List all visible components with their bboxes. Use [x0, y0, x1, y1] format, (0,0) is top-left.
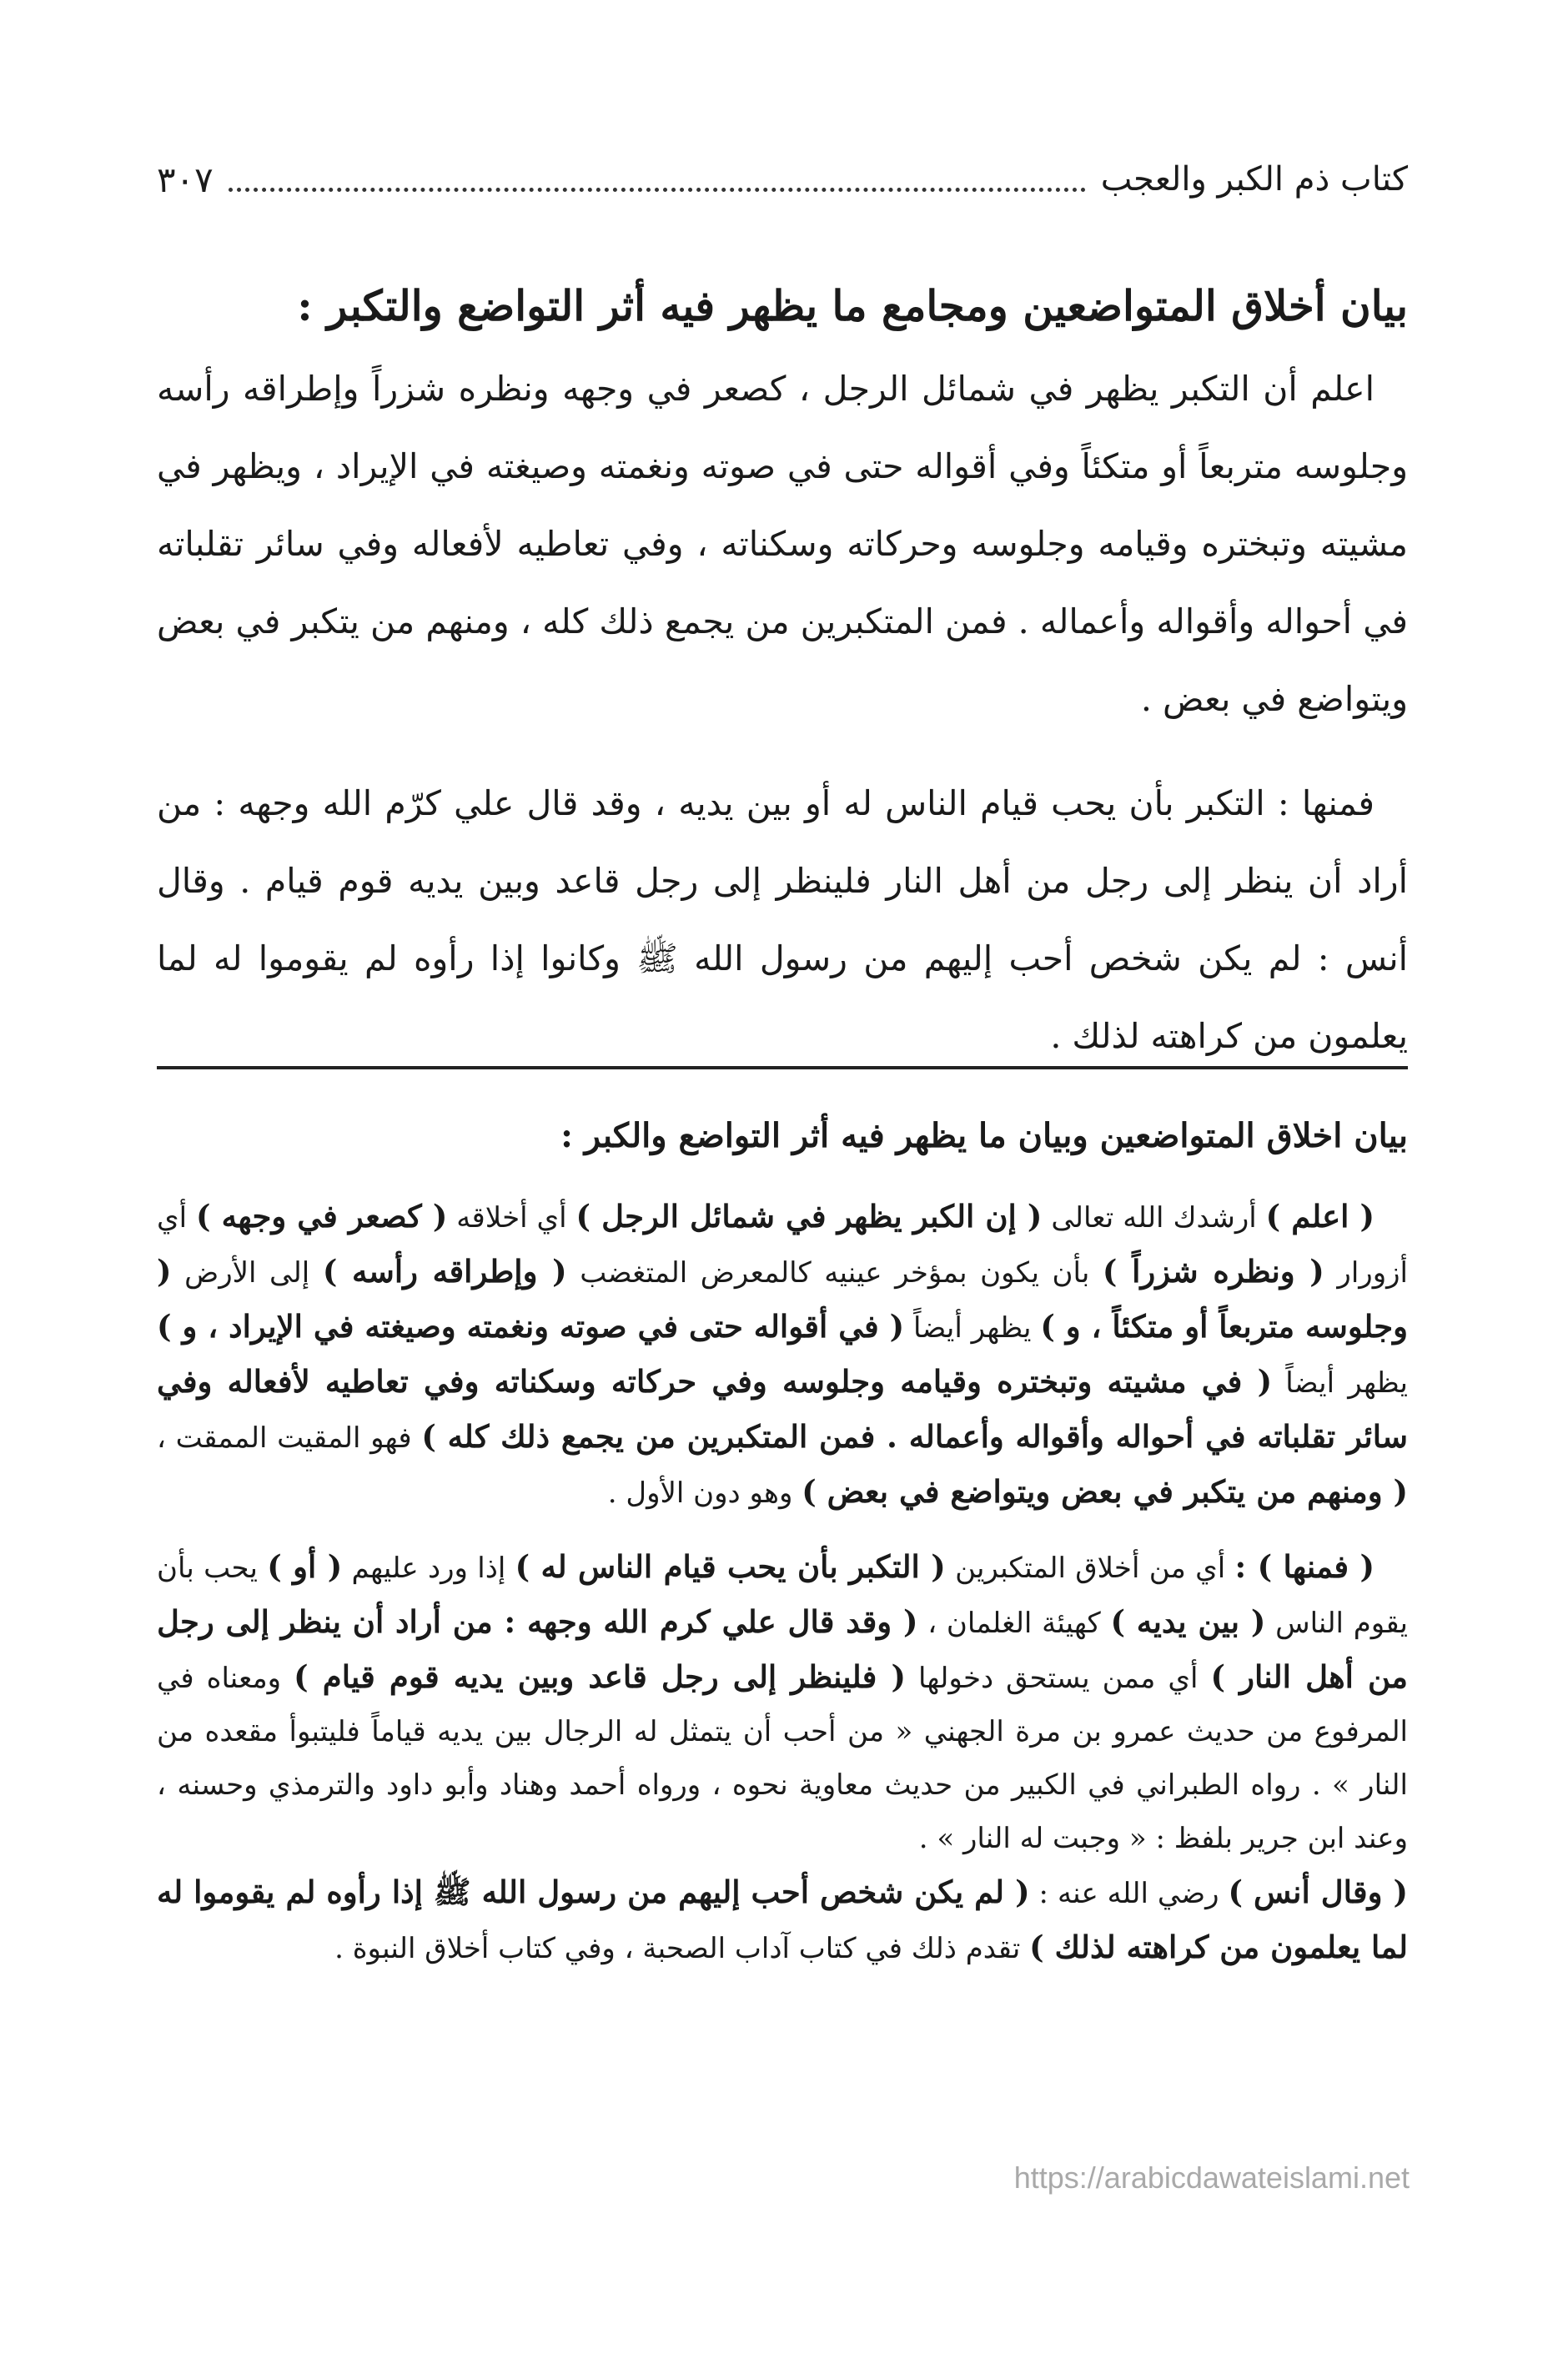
quoted-source-text: ( إن الكبر يظهر في شمائل الرجل ) — [575, 1198, 1043, 1235]
quoted-source-text: ( فلينظر إلى رجل قاعد وبين يديه قوم قيام ) — [294, 1658, 906, 1695]
commentary-text-run: رضي الله عنه : — [1029, 1877, 1229, 1910]
quoted-source-text: ( لم يكن شخص أحب إليهم من رسول الله ﷺ إذا رأوه لم يقوموا له لما يعلمون من كراهته لذلك ) — [157, 1874, 1408, 1965]
page-number: ٣٠٧ — [157, 158, 214, 200]
watermark-url: https://arabicdawateislami.net — [1013, 2160, 1410, 2195]
commentary-text-run: أي من أخلاق المتكبرين — [945, 1552, 1235, 1585]
commentary-text-run: إلى الأرض — [171, 1256, 323, 1290]
commentary-heading: بيان اخلاق المتواضعين وبيان ما يظهر فيه أثر التواضع والكبر : — [560, 1116, 1408, 1155]
quoted-source-text: ( بين يديه ) — [1110, 1603, 1266, 1640]
commentary-text-run: أي أخلاقه — [447, 1201, 576, 1235]
quoted-source-text: ( التكبر بأن يحب قيام الناس له ) — [515, 1548, 946, 1585]
commentary-text — [157, 1103, 1408, 1975]
commentary-paragraph-2 — [157, 1540, 1408, 1865]
main-paragraph-1: اعلم أن التكبر يظهر في شمائل الرجل ، كصعر في وجهه ونظره شزراً وإطراقه رأسه وجلوسه متربعاً أو متكئاً وفي أقواله حتى في صوته ونغمته وصيغته في الإيراد ، ويظهر في مشيته وتبختره وقيامه وجلوسه وحركاته وسكناته ، وفي تعاطيه لأفعاله وفي سائر تقلباته في أحواله وأقواله وأعماله . فمن المتكبرين من يجمع ذلك كله ، ومنهم من يتكبر في بعض ويتواضع في بعض . — [157, 369, 1408, 719]
commentary-paragraph-3 — [157, 1865, 1408, 1975]
main-paragraph-2: فمنها : التكبر بأن يحب قيام الناس له أو بين يديه ، وقد قال علي كرّم الله وجهه : من أراد أن ينظر إلى رجل من أهل النار فلينظر إلى رجل قاعد وبين يديه قوم قيام . وقال أنس : لم يكن شخص أحب إليهم من رسول الله ﷺ وكانوا إذا رأوه لم يقوموا له لما يعلمون من كراهته لذلك . — [157, 783, 1408, 1056]
quoted-source-text: ( وقال أنس ) — [1228, 1874, 1409, 1910]
main-heading: بيان أخلاق المتواضعين ومجامع ما يظهر فيه أثر التواضع والتكبر : — [297, 281, 1408, 330]
running-header — [157, 150, 1408, 209]
quoted-source-text: ( في مشيته وتبختره وقيامه وجلوسه وفي حركاته وسكناته وفي تعاطيه لأفعاله وفي سائر تقلباته في أحواله وأقواله وأعماله . فمن المتكبرين من يجمع ذلك كله ) — [157, 1363, 1408, 1455]
quoted-source-text: ( وإطراقه رأسه ) — [322, 1253, 567, 1290]
quoted-source-text: ( كصعر في وجهه ) — [196, 1198, 448, 1235]
commentary-text-run: تقدم ذلك في كتاب آداب الصحبة ، وفي كتاب أخلاق النبوة . — [334, 1932, 1030, 1965]
divider-rule — [157, 1066, 1408, 1069]
commentary-text-run: يحب بأن يقوم الناس — [157, 1552, 1409, 1640]
commentary-text-run: أرشدك الله تعالى — [1042, 1201, 1266, 1235]
commentary-text-run: يظهر أيضاً — [1272, 1366, 1408, 1400]
quoted-source-text: ( اعلم ) — [1265, 1198, 1375, 1235]
quoted-source-text: ( وجلوسه متربعاً أو متكئاً ، و ) — [157, 1253, 1408, 1345]
commentary-text-run: أي أزورار — [157, 1201, 1408, 1290]
commentary-paragraph-1 — [157, 1190, 1408, 1520]
quoted-source-text: ( ونظره شزراً ) — [1102, 1253, 1324, 1290]
commentary-text-run: بأن يكون بمؤخر عينيه كالمعرض المتغضب — [566, 1256, 1103, 1290]
commentary-text-run: ومعناه في المرفوع من حديث عمرو بن مرة الجهني « من أحب أن يتمثل له الرجال بين يديه قياماً فليتبوأ مقعده من النار » . رواه الطبراني في الكبير من حديث معاوية نحوه ، ورواه أحمد وهناد وأبو داود والترمذي وحسنه ، وعند ابن جرير بلفظ : « وجبت له النار » . — [157, 1662, 1408, 1855]
commentary-text-run: كهيئة الغلمان ، — [917, 1607, 1111, 1640]
commentary-text-run: يظهر أيضاً — [904, 1311, 1041, 1345]
header-title: كتاب ذم الكبر والعجب — [1100, 160, 1408, 199]
main-text — [157, 269, 1408, 1075]
commentary-text-run: إذا ورد عليهم — [342, 1552, 515, 1585]
leader-dots — [229, 188, 1086, 192]
quoted-source-text: ( فمنها ) : — [1234, 1548, 1375, 1585]
quoted-source-text: ( أو ) — [267, 1548, 343, 1585]
quoted-source-text: ( في أقواله حتى في صوته ونغمته وصيغته في الإيراد ، و ) — [157, 1308, 905, 1345]
commentary-text-run: أي ممن يستحق دخولها — [905, 1662, 1211, 1695]
commentary-text-run: وهو دون الأول . — [607, 1476, 802, 1510]
commentary-text-run: فهو المقيت الممقت ، — [157, 1421, 422, 1455]
quoted-source-text: ( ومنهم من يتكبر في بعض ويتواضع في بعض ) — [802, 1473, 1408, 1510]
quoted-source-text: ( وقد قال علي كرم الله وجهه : من أراد أن ينظر إلى رجل من أهل النار ) — [157, 1603, 1408, 1695]
